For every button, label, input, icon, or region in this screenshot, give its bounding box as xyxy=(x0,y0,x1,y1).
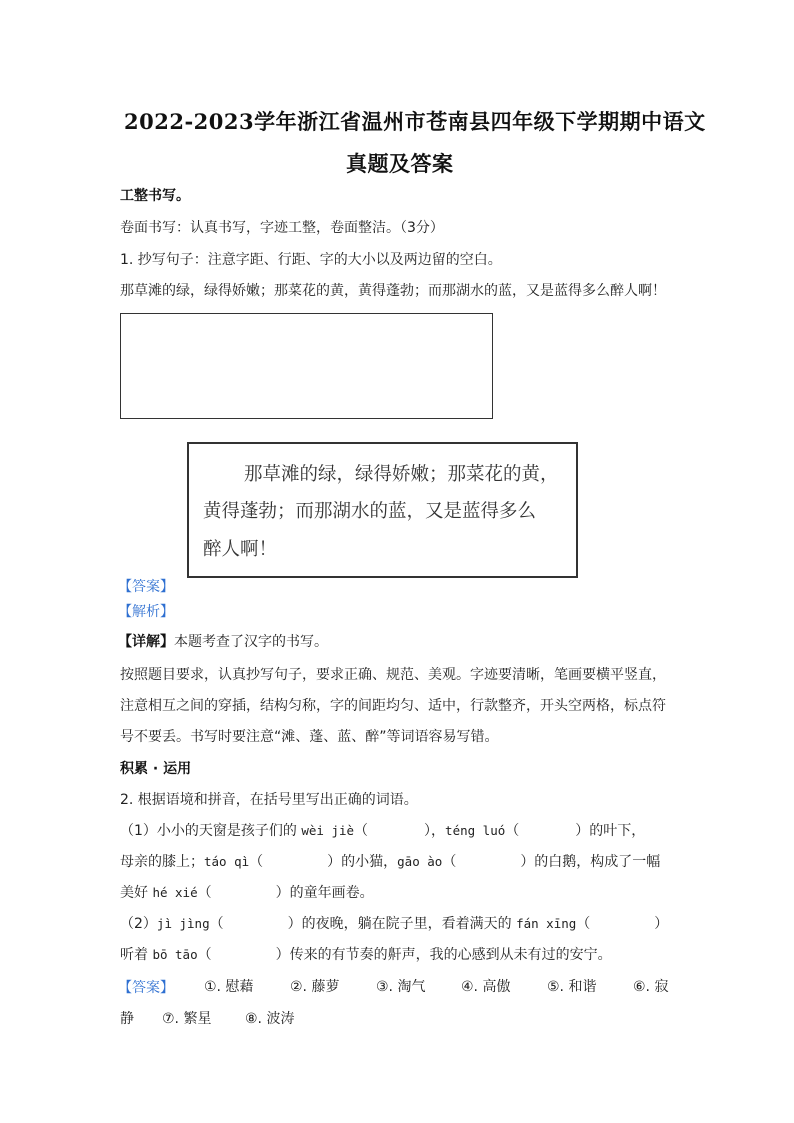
bracket-open: （ xyxy=(249,854,264,870)
text-segment: ）的小猫， xyxy=(327,854,398,870)
text-segment: 母亲的膝上； xyxy=(120,854,204,870)
pinyin-botao: bō tāo xyxy=(152,947,198,962)
explanation-line-1: 按照题目要求，认真抄写句子，要求正确、规范、美观。字迹要清晰，笔画要横平竖直， xyxy=(120,667,666,683)
answer-item-8: ⑧. 波涛 xyxy=(245,1011,295,1027)
question-2-prompt: 2. 根据语境和拼音，在括号里写出正确的词语。 xyxy=(120,792,418,808)
explanation-line-3: 号不要丢。书写时要注意“滩、蓬、蓝、醉”等词语容易写错。 xyxy=(120,729,499,745)
bracket-open: （ xyxy=(209,916,224,932)
analysis-tag-1: 【解析】 xyxy=(118,604,174,620)
answer-item-4: ④. 高傲 xyxy=(461,979,511,995)
bracket-open: （ xyxy=(197,885,212,901)
answer-item-6-cont: 静 xyxy=(120,1011,134,1027)
bracket-open: （ xyxy=(576,916,591,932)
text-segment: （1）小小的天窗是孩子们的 xyxy=(120,823,302,839)
text-segment: ）的白鹅，构成了一幅 xyxy=(520,854,661,870)
answer-item-7: ⑦. 繁星 xyxy=(162,1011,212,1027)
answer-box-line-1: 那草滩的绿，绿得娇嫩；那菜花的黄， xyxy=(244,464,559,485)
answer-item-6: ⑥. 寂 xyxy=(633,979,669,995)
bracket-open: （ xyxy=(442,854,457,870)
page-title-line2: 真题及答案 xyxy=(346,151,454,176)
question-1-prompt: 1. 抄写句子：注意字距、行距、字的大小以及两边留的空白。 xyxy=(120,252,502,268)
detail-text: 本题考查了汉字的书写。 xyxy=(174,634,328,650)
text-segment: ）的叶下， xyxy=(575,823,646,839)
text-segment: 美好 xyxy=(120,885,153,901)
text-segment: ）传来的有节奏的鼾声，我的心感到从未有过的安宁。 xyxy=(275,947,612,963)
text-segment: ）的夜晚，躺在院子里，看着满天的 xyxy=(287,916,517,932)
text-segment: ）的童年画卷。 xyxy=(275,885,374,901)
text-segment: （2） xyxy=(120,916,157,932)
question-2-line-4 xyxy=(120,914,668,934)
answer-box-line-2: 黄得蓬勃；而那湖水的蓝，又是蓝得多么 xyxy=(203,501,537,522)
writing-instruction: 卷面书写：认真书写，字迹工整，卷面整洁。（3分） xyxy=(120,220,444,236)
page-title-line1: 2022-2023学年浙江省温州市苍南县四年级下学期期中语文 xyxy=(124,109,706,134)
pinyin-fanxing: fán xīng xyxy=(516,916,577,931)
answer-handwriting-box xyxy=(187,442,578,578)
answer-tag-1: 【答案】 xyxy=(118,579,174,595)
answer-item-3: ③. 淘气 xyxy=(376,979,426,995)
detail-line xyxy=(118,632,328,652)
text-segment: 听着 xyxy=(120,947,153,963)
bracket-open: （ xyxy=(505,823,520,839)
answer-tag-2: 【答案】 xyxy=(118,980,174,996)
bracket-open: （ xyxy=(197,947,212,963)
pinyin-taoqi: táo qì xyxy=(204,854,250,869)
detail-tag: 【详解】 xyxy=(118,634,174,650)
answer-item-5: ⑤. 和谐 xyxy=(547,979,597,995)
text-segment: ） xyxy=(654,916,669,932)
answer-item-2: ②. 藤萝 xyxy=(290,979,340,995)
pinyin-weijie: wèi jiè xyxy=(301,823,355,838)
pinyin-tengluo: téng luó xyxy=(445,823,506,838)
explanation-line-2: 注意相互之间的穿插，结构匀称，字的间距均匀、适中，行款整齐，开头空两格，标点符 xyxy=(120,698,666,714)
pinyin-jijing: jì jìng xyxy=(156,916,210,931)
bracket-open: （ xyxy=(354,823,369,839)
section-heading-accumulation: 积累 · 运用 xyxy=(120,761,192,777)
pinyin-gaoao: gāo ào xyxy=(397,854,443,869)
question-1-sentence: 那草滩的绿，绿得娇嫩；那菜花的黄，黄得蓬勃；而那湖水的蓝，又是蓝得多么醉人啊！ xyxy=(120,283,666,299)
question-2-line-5 xyxy=(120,945,612,965)
text-segment: ）， xyxy=(424,823,446,839)
writing-answer-box[interactable] xyxy=(120,313,493,419)
answer-item-1: ①. 慰藉 xyxy=(204,979,254,995)
pinyin-hexie: hé xié xyxy=(152,885,198,900)
question-2-line-2 xyxy=(120,852,660,872)
section-heading-writing: 工整书写。 xyxy=(120,188,190,204)
answer-box-line-3: 醉人啊！ xyxy=(203,539,278,560)
question-2-line-1 xyxy=(120,821,645,841)
question-2-line-3 xyxy=(120,883,374,903)
